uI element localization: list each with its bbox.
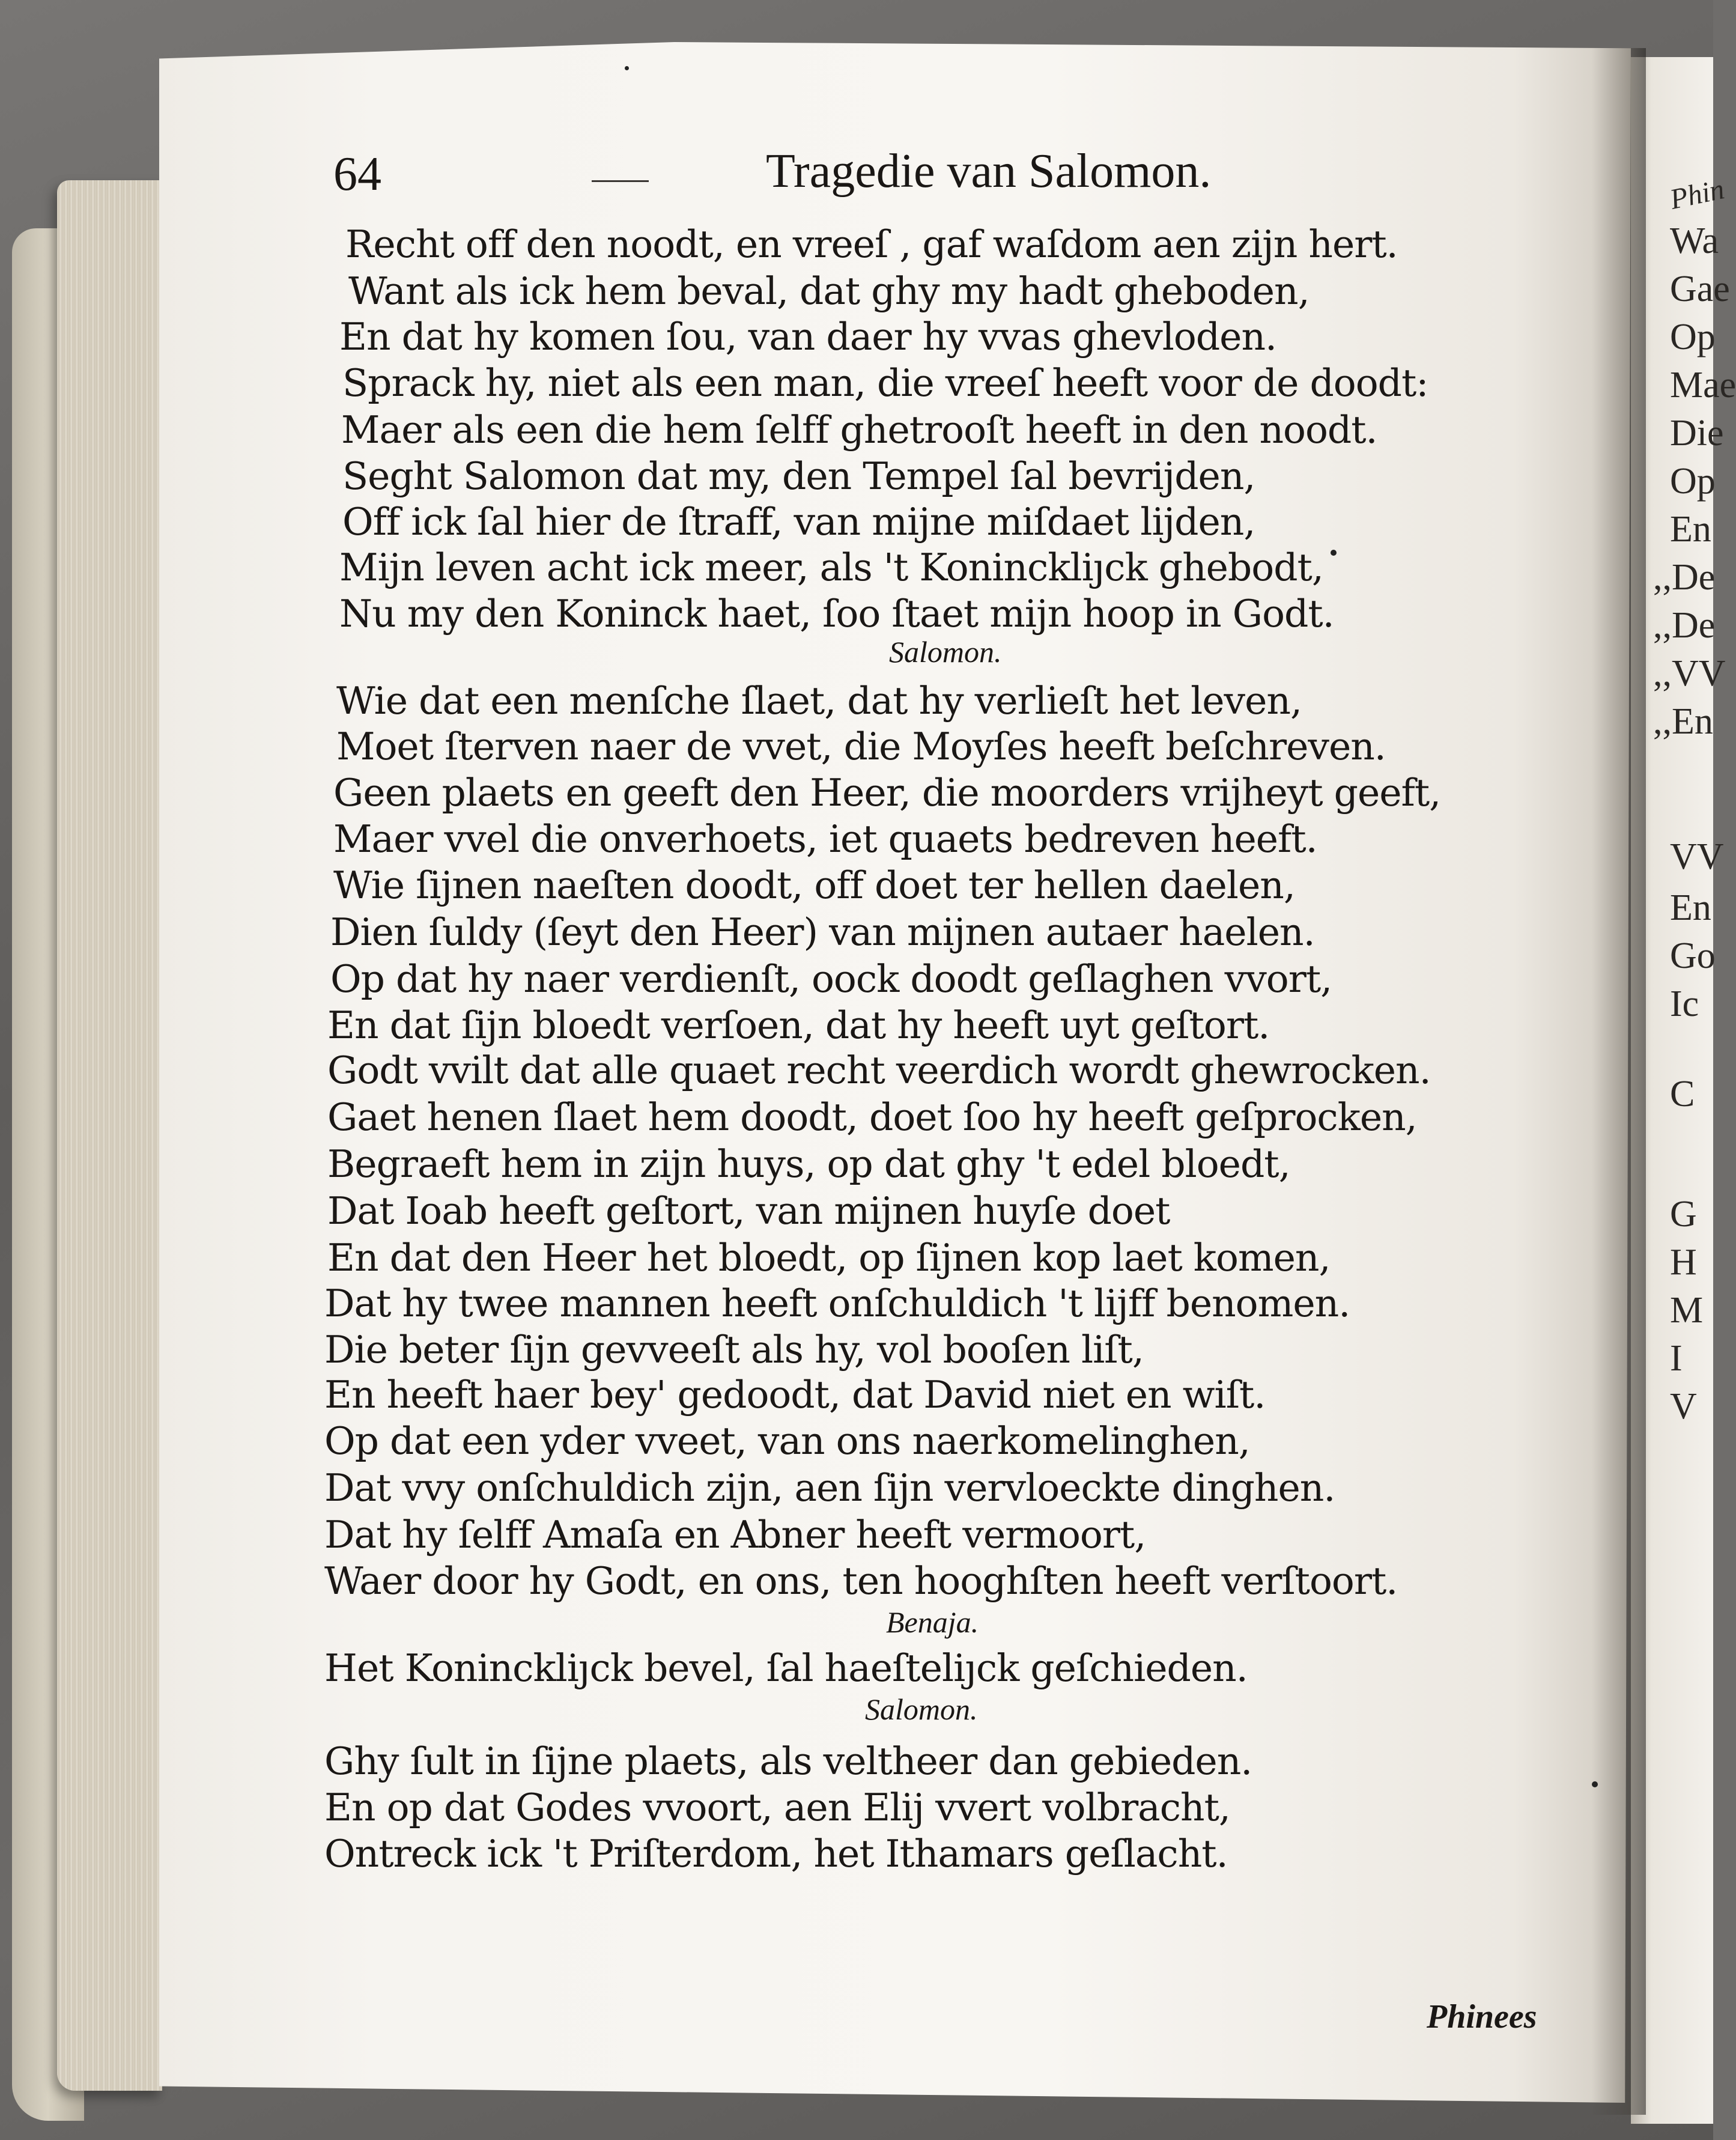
facing-page-fragment: ,,De	[1653, 605, 1716, 646]
facing-page-fragment: ,,De	[1653, 557, 1716, 598]
facing-page-fragment: Gae	[1670, 269, 1730, 309]
verse-line: Nu my den Koninck haet, ſoo ſtaet mijn hoop in Godt.	[339, 592, 1334, 636]
verse-line: Dat Ioab heeft geſtort, van mijnen huyſe doet	[327, 1189, 1170, 1233]
verse-line: Recht off den noodt, en vreeſ , gaf waſdom aen zijn hert.	[345, 222, 1398, 266]
verse-line: Geen plaets en geeft den Heer, die moorders vrijheyt geeft,	[333, 771, 1441, 815]
verse-line: Maer vvel die onverhoets, iet quaets bedreven heeft.	[333, 817, 1317, 861]
facing-page-fragment: Die	[1670, 413, 1724, 454]
verse-line: En dat hy komen ſou, van daer hy vvas ghevloden.	[339, 315, 1277, 359]
facing-page-fragment: VV	[1670, 836, 1724, 877]
verse-line: Dat hy ſelff Amaſa en Abner heeft vermoort,	[324, 1513, 1146, 1557]
facing-page-fragment: V	[1670, 1386, 1697, 1427]
verse-line: Op dat een yder vveet, van ons naerkomelinghen,	[324, 1419, 1250, 1463]
verse-line: Moet ſterven naer de vvet, die Moyſes heeft beſchreven.	[336, 725, 1386, 768]
verse-line: En op dat Godes vvoort, aen Elij vvert volbracht,	[324, 1786, 1230, 1829]
speaker-name: Benaja.	[886, 1605, 979, 1639]
verse-line: En dat ſijn bloedt verſoen, dat hy heeft uyt geſtort.	[327, 1003, 1270, 1047]
facing-page-fragment: ,,En	[1653, 701, 1713, 742]
facing-page-fragment: Op	[1670, 461, 1716, 502]
verse-line: Dien ſuldy (ſeyt den Heer) van mijnen autaer haelen.	[330, 910, 1315, 954]
verse-line: Off ick ſal hier de ſtraff, van mijne miſdaet lijden,	[342, 500, 1255, 544]
facing-page-fragment: M	[1670, 1290, 1704, 1331]
facing-page-fragment: Go	[1670, 935, 1716, 976]
verse-line: Mijn leven acht ick meer, als 't Koninckliȷck ghebodt,	[339, 546, 1323, 589]
facing-page-fragment: Mae	[1670, 365, 1736, 406]
verse-line: Seght Salomon dat my, den Tempel ſal bevrijden,	[342, 454, 1255, 498]
verse-line: Ghy ſult in ſijne plaets, als veltheer dan gebieden.	[324, 1739, 1252, 1783]
facing-page-fragment: ,,VV	[1653, 653, 1726, 694]
facing-page-fragment: G	[1670, 1194, 1697, 1235]
verse-line: Waer door hy Godt, en ons, ten hooghſten heeft verſtoort.	[324, 1559, 1398, 1603]
facing-page-fragment: En	[1670, 509, 1711, 550]
catchword: Phinees	[1427, 1998, 1537, 2035]
speaker-name: Salomon.	[865, 1692, 978, 1726]
verse-line: Op dat hy naer verdienſt, oock doodt geſlaghen vvort,	[330, 957, 1332, 1001]
verse-line: Ontreck ick 't Priſterdom, het Ithamars geſlacht.	[324, 1832, 1228, 1876]
verse-line: Maer als een die hem ſelff ghetrooſt heeft in den noodt.	[341, 408, 1377, 452]
facing-page-fragment: I	[1670, 1338, 1683, 1379]
verse-line: En dat den Heer het bloedt, op ſijnen kop laet komen,	[327, 1236, 1331, 1280]
verse-line: Dat vvy onſchuldich zijn, aen ſijn vervloeckte dinghen.	[324, 1466, 1335, 1510]
facing-page-fragment: Phin	[1667, 173, 1728, 216]
facing-page-fragment: En	[1670, 887, 1711, 928]
verse-line: Want als ick hem beval, dat ghy my hadt gheboden,	[348, 269, 1310, 313]
ink-mark	[1331, 550, 1337, 556]
running-title: Tragedie van Salomon.	[766, 145, 1212, 198]
ink-mark	[1592, 1781, 1598, 1787]
verse-line: Begraeft hem in zijn huys, op dat ghy 't edel bloedt,	[327, 1142, 1290, 1186]
facing-page-fragment: H	[1670, 1242, 1697, 1283]
verse-line: Gaet henen ſlaet hem doodt, doet ſoo hy heeft geſprocken,	[327, 1095, 1417, 1139]
verse-line: Het Koninckliȷck bevel, ſal haeſteliȷck geſchieden.	[324, 1646, 1248, 1690]
page-number: 64	[333, 148, 381, 201]
verse-line: Wie ſijnen naeſten doodt, off doet ter hellen daelen,	[333, 863, 1295, 907]
verse-line: En heeft haer bey' gedoodt, dat David niet en wiſt.	[324, 1373, 1266, 1417]
ink-mark	[625, 66, 629, 70]
verse-line: Godt vvilt dat alle quaet recht veerdich wordt ghewrocken.	[327, 1048, 1431, 1092]
verse-line: Sprack hy, niet als een man, die vreeſ heeft voor de doodt:	[342, 361, 1428, 405]
verse-line: Wie dat een menſche ſlaet, dat hy verlieſt het leven,	[336, 679, 1302, 723]
verse-line: Dat hy twee mannen heeft onſchuldich 't lijff benomen.	[324, 1281, 1350, 1325]
speaker-name: Salomon.	[889, 635, 1002, 669]
header-rule	[592, 180, 649, 182]
facing-page-fragment: Op	[1670, 317, 1716, 357]
facing-page-fragment: Ic	[1670, 983, 1699, 1024]
facing-page-fragment: Wa	[1670, 220, 1719, 261]
facing-page-fragment: C	[1670, 1074, 1695, 1114]
verse-line: Die beter ſijn gevveeſt als hy, vol booſen liſt,	[324, 1328, 1144, 1372]
